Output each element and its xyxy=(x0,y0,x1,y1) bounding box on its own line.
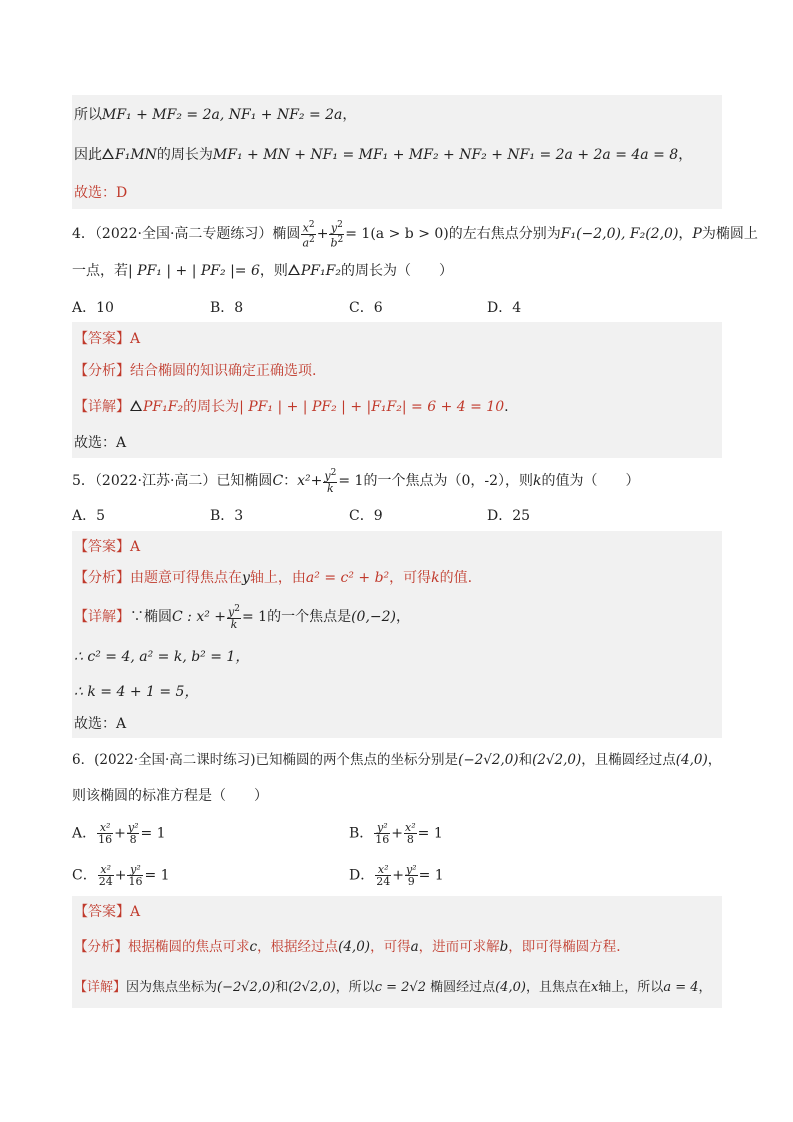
q4-option-a: A．10 xyxy=(72,300,114,316)
q4-stem-line-1: 4．（2022·全国·高二专题练习）椭圆 $\frac{x^2}{a^2}$ + $\frac{y^2}{b^2}$ = 1(a > b > 0)的左右焦点分别为F₁(−2,0), F₂(2,0)，P为椭圆上 xyxy=(72,220,758,250)
q4-detail: 【详解】 PF₁F₂的周长为| PF₁ | + | PF₂ | + |F₁F₂| = 6 + 4 = 10. xyxy=(74,399,509,415)
solution-line-2: 因此 F₁MN的周长为MF₁ + MN + NF₁ = MF₁ + MF₂ + NF₂ + NF₁ = 2a + 2a = 4a = 8， xyxy=(74,147,693,163)
q6-stem-line-2: 则该椭圆的标准方程是（ ） xyxy=(72,788,268,804)
q4-analysis: 【分析】结合椭圆的知识确定正确选项. xyxy=(74,363,317,379)
fraction: $\frac{y^2}{b^2}$ xyxy=(330,220,344,250)
q5-stem: 5．（2022·江苏·高二）已知椭圆C：x²+ $\frac{y^2}{k}$ = 1的一个焦点为（0，-2），则k的值为（ ） xyxy=(72,468,640,495)
q6-option-b: B． $\frac{\text{y²}}{16}$ + $\frac{\text{x²}}{8}$ = 1 xyxy=(349,821,443,846)
q6-stem-line-1: 6．(2022·全国·高二课时练习)已知椭圆的两个焦点的坐标分别是(−2√2,0)和(2√2,0)，且椭圆经过点(4,0)， xyxy=(72,752,722,768)
q5-option-d: D．25 xyxy=(487,508,531,524)
q4-option-c: C．6 xyxy=(349,300,383,316)
q5-analysis: 【分析】由题意可得焦点在y轴上，由a² = c² + b²，可得k的值. xyxy=(74,570,473,586)
q4-option-b: B．8 xyxy=(210,300,244,316)
triangle-icon xyxy=(130,400,142,411)
q5-answer: 【答案】A xyxy=(74,539,141,555)
q5-step-2: ∴ k = 4 + 1 = 5， xyxy=(74,684,199,700)
q5-step-1: ∴ c² = 4, a² = k, b² = 1， xyxy=(74,649,250,665)
choice-line: 故选：D xyxy=(74,185,128,201)
q5-choice: 故选：A xyxy=(74,716,127,732)
q5-detail: 【详解】∵椭圆C : x² + $\frac{y^2}{k}$ = 1的一个焦点是(0,−2)， xyxy=(74,604,410,631)
q6-analysis: 【分析】根据椭圆的焦点可求c，根据经过点(4,0)，可得a，进而可求解b，即可得椭圆方程. xyxy=(74,939,621,955)
fraction: $\frac{x^2}{a^2}$ xyxy=(302,220,315,250)
solution-line-1: 所以MF₁ + MF₂ = 2a, NF₁ + NF₂ = 2a， xyxy=(74,107,357,123)
q4-solution-block xyxy=(72,322,722,458)
q4-answer: 【答案】A xyxy=(74,331,141,347)
triangle-icon xyxy=(288,264,300,275)
q6-answer: 【答案】A xyxy=(74,904,141,920)
q5-solution-block xyxy=(72,531,722,738)
fraction: $\frac{y^2}{k}$ xyxy=(228,604,240,631)
q5-option-c: C．9 xyxy=(349,508,383,524)
math-expression: MF₁ + MN + NF₁ = MF₁ + MF₂ + NF₂ + NF₁ = 2a + 2a = 4a = 8 xyxy=(212,147,679,163)
q4-option-d: D．4 xyxy=(487,300,522,316)
q6-option-a: A． $\frac{\text{x²}}{16}$ + $\frac{\text{y²}}{8}$ = 1 xyxy=(72,821,166,846)
fraction: $\frac{y^2}{k}$ xyxy=(324,468,337,495)
q6-detail: 【详解】因为焦点坐标为(−2√2,0)和(2√2,0)，所以c = 2√2 椭圆经过点(4,0)，且焦点在x轴上，所以a = 4， xyxy=(74,980,712,995)
q5-option-a: A．5 xyxy=(72,508,106,524)
q6-option-d: D． $\frac{\text{x²}}{24}$ + $\frac{\text{y²}}{9}$ = 1 xyxy=(349,863,444,888)
triangle-icon xyxy=(102,148,114,159)
q4-choice: 故选：A xyxy=(74,435,127,451)
math-expression: MF₁ + MF₂ = 2a, NF₁ + NF₂ = 2a xyxy=(102,107,343,123)
q6-option-c: C． $\frac{\text{x²}}{24}$ + $\frac{\text{y²}}{16}$ = 1 xyxy=(72,863,170,888)
q4-stem-line-2: 一点，若| PF₁ | + | PF₂ |= 6，则 PF₁F₂的周长为（ ） xyxy=(72,263,453,279)
q5-option-b: B．3 xyxy=(210,508,244,524)
